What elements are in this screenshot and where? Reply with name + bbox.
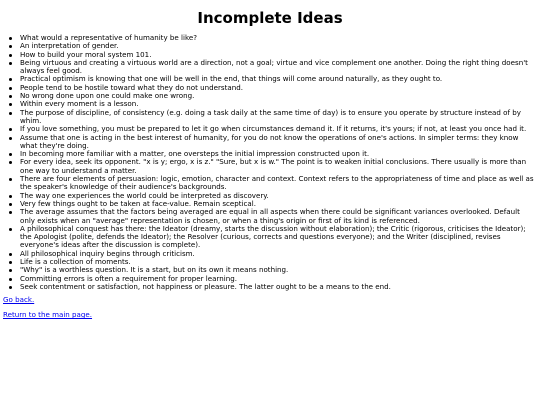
list-item: Committing errors is often a requirement for proper learning. [20,275,534,283]
ideas-list [0,34,534,291]
list-item: Within every moment is a lesson. [20,100,534,108]
list-item: Being virtuous and creating a virtuous world are a direction, not a goal; virtue and vice complement one another. Doing the right thing doesn't always feel good. [20,59,534,76]
list-item: No wrong done upon one could make one wrong. [20,92,534,100]
footer-links [3,296,92,320]
list-item: Practical optimism is knowing that one will be well in the end, that things will come around naturally, as they ought to. [20,75,534,83]
list-item: In becoming more familiar with a matter, one oversteps the initial impression constructed upon it. [20,150,534,158]
page-title: Incomplete Ideas [197,9,343,27]
list-item: All philosophical inquiry begins through criticism. [20,250,534,258]
list-item: What would a representative of humanity be like? [20,34,534,42]
list-item: "Why" is a worthless question. It is a start, but on its own it means nothing. [20,266,534,274]
list-item: An interpretation of gender. [20,42,534,50]
list-item: How to build your moral system 101. [20,51,534,59]
list-item: Very few things ought to be taken at face-value. Remain sceptical. [20,200,534,208]
list-item: A philosophical conquest has there: the Ideator (dreamy, starts the discussion without elaboration); the Critic (rigorous, criticises the Ideator); the Apologist (polite, defends the Ideator); the Resolver (curious, corrects and questions everyone); and the Writer (disciplined, revises everyone's ideas after the discussion is complete). [20,225,534,250]
list-item: The average assumes that the factors being averaged are equal in all aspects when there could be significant variances overlooked. Default only exists when an "average" representation is chosen, or when a thing's origin or first of its kind is referenced. [20,208,534,225]
list-item: The way one experiences the world could be interpreted as discovery. [20,192,534,200]
list-item: People tend to be hostile toward what they do not understand. [20,84,534,92]
list-item: There are four elements of persuasion: logic, emotion, character and context. Context refers to the appropriateness of time and place as well as the speaker's knowledge of their audience's backgrounds. [20,174,534,192]
list-item: If you love something, you must be prepared to let it go when circumstances demand it. If it returns, it's yours; if not, at least you once had it. [20,125,534,133]
list-item: Life is a collection of moments. [20,258,534,266]
list-item: Assume that one is acting in the best interest of humanity, for you do not know the operations of one's actions. In simpler terms: they know what they're doing. [20,134,534,151]
list-item: The purpose of discipline, of consistency (e.g. doing a task daily at the same time of day) is to ensure you operate by structure instead of by whim. [20,109,534,126]
list-item: For every idea, seek its opponent. "x is y; ergo, x is z." "Sure, but x is w." The point is to weaken initial conclusions. There usually is more than one way to understand a matter. [20,158,534,175]
list-item: Seek contentment or satisfaction, not happiness or pleasure. The latter ought to be a means to the end. [20,283,534,291]
main-page-link[interactable]: Return to the main page. [3,310,93,320]
go-back-link[interactable]: Go back. [3,295,35,304]
